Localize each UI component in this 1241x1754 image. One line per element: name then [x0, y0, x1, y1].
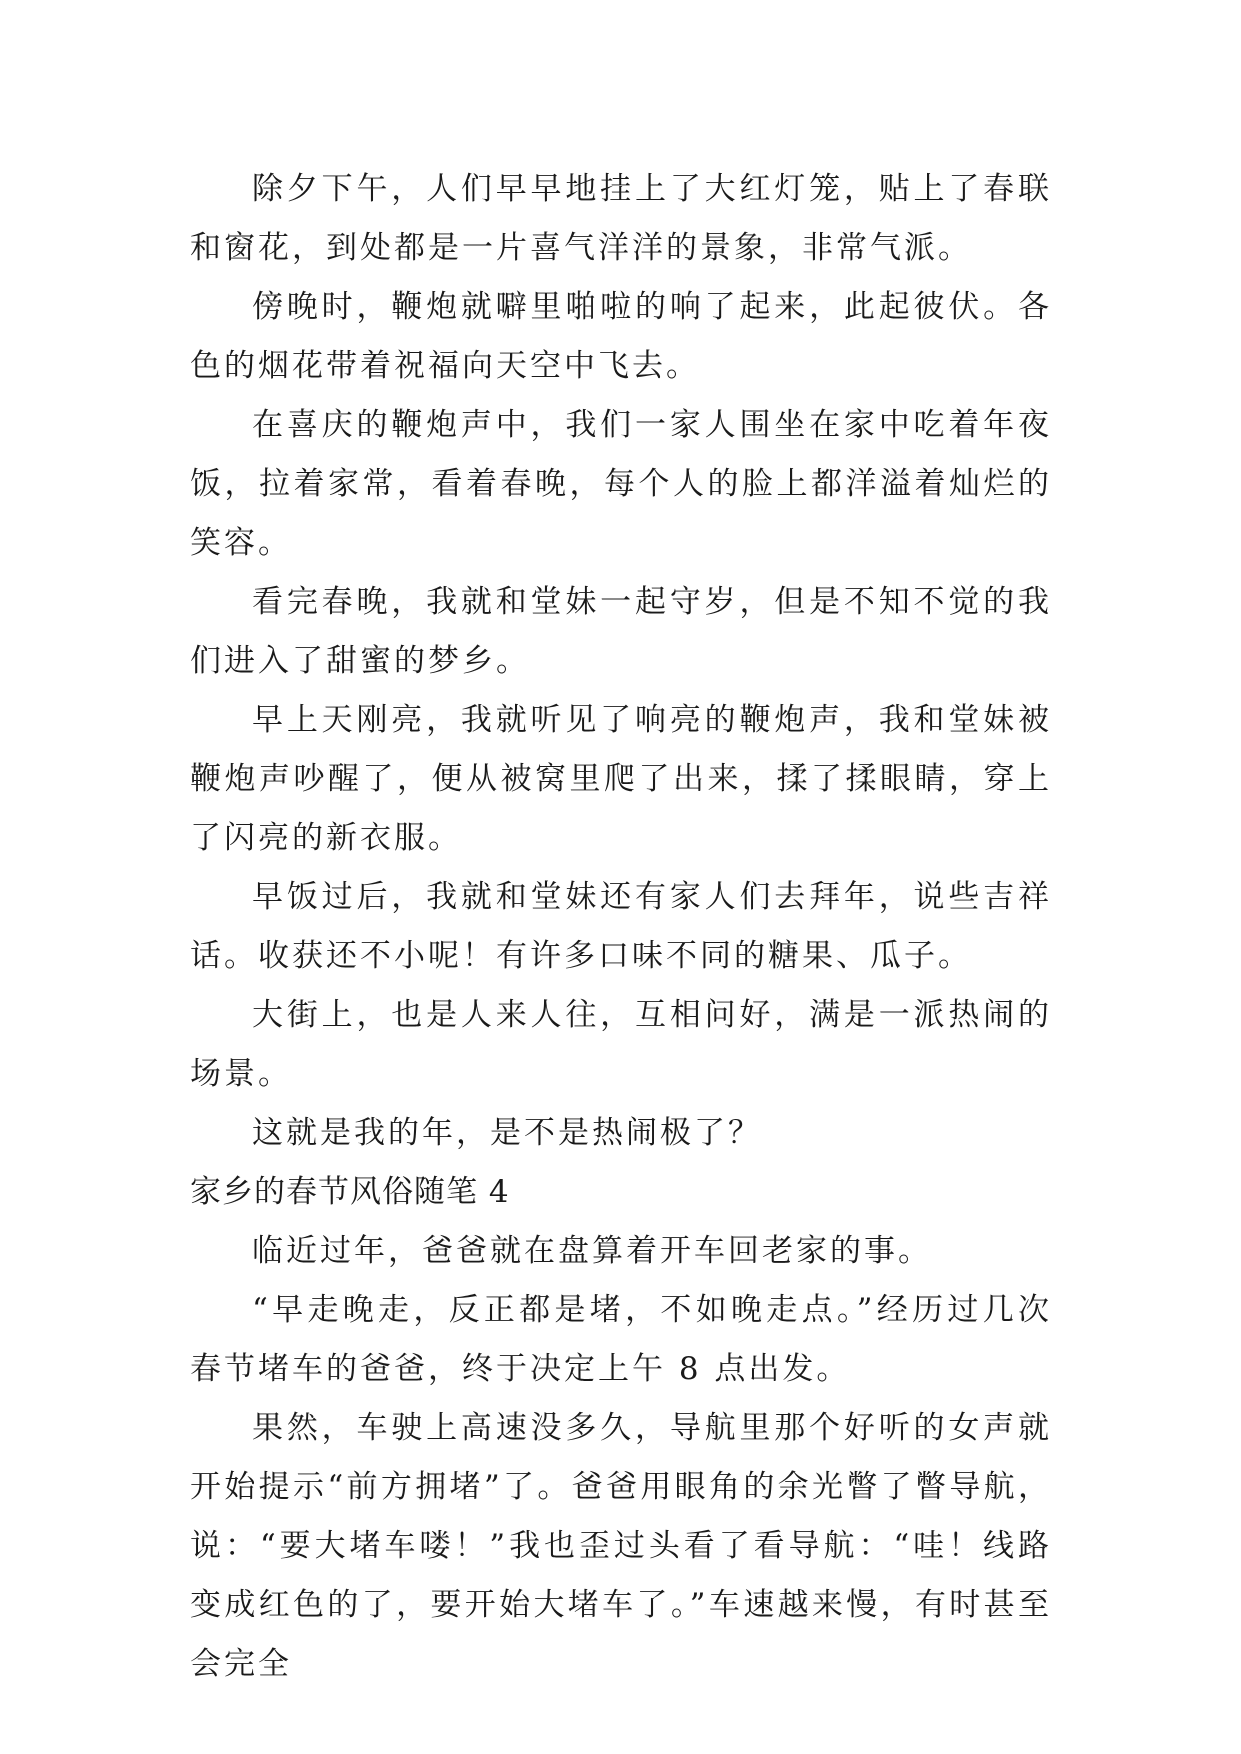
paragraph: 这就是我的年，是不是热闹极了？: [252, 1115, 762, 1151]
document-body: [190, 160, 1052, 1694]
paragraph: “早走晚走，反正都是堵，不如晚走点。”经历过几次春节堵车的爸爸，终于决定上午 8 点出发。: [190, 1292, 1052, 1387]
paragraph: 早饭过后，我就和堂妹还有家人们去拜年，说些吉祥话。收获还不小呢！有许多口味不同的糖果、瓜子。: [190, 879, 1052, 974]
paragraph: 果然，车驶上高速没多久，导航里那个好听的女声就开始提示“前方拥堵”了。爸爸用眼角的余光瞥了瞥导航，说：“要大堵车喽！”我也歪过头看了看导航：“哇！线路变成红色的了，要开始大堵车了。”车速越来慢，有时甚至会完全: [190, 1410, 1052, 1682]
section-heading: 家乡的春节风俗随笔 4: [190, 1174, 510, 1210]
paragraph: 傍晚时，鞭炮就噼里啪啦的响了起来，此起彼伏。各色的烟花带着祝福向天空中飞去。: [190, 289, 1052, 384]
paragraph: 早上天刚亮，我就听见了响亮的鞭炮声，我和堂妹被鞭炮声吵醒了，便从被窝里爬了出来，揉了揉眼睛，穿上了闪亮的新衣服。: [190, 702, 1052, 856]
paragraph: 在喜庆的鞭炮声中，我们一家人围坐在家中吃着年夜饭，拉着家常，看着春晚，每个人的脸上都洋溢着灿烂的笑容。: [190, 407, 1052, 561]
paragraph: 除夕下午，人们早早地挂上了大红灯笼，贴上了春联和窗花，到处都是一片喜气洋洋的景象，非常气派。: [190, 171, 1052, 266]
paragraph: 看完春晚，我就和堂妹一起守岁，但是不知不觉的我们进入了甜蜜的梦乡。: [190, 584, 1052, 679]
paragraph: 临近过年，爸爸就在盘算着开车回老家的事。: [252, 1233, 932, 1269]
paragraph: 大街上，也是人来人往，互相问好，满是一派热闹的场景。: [190, 997, 1052, 1092]
